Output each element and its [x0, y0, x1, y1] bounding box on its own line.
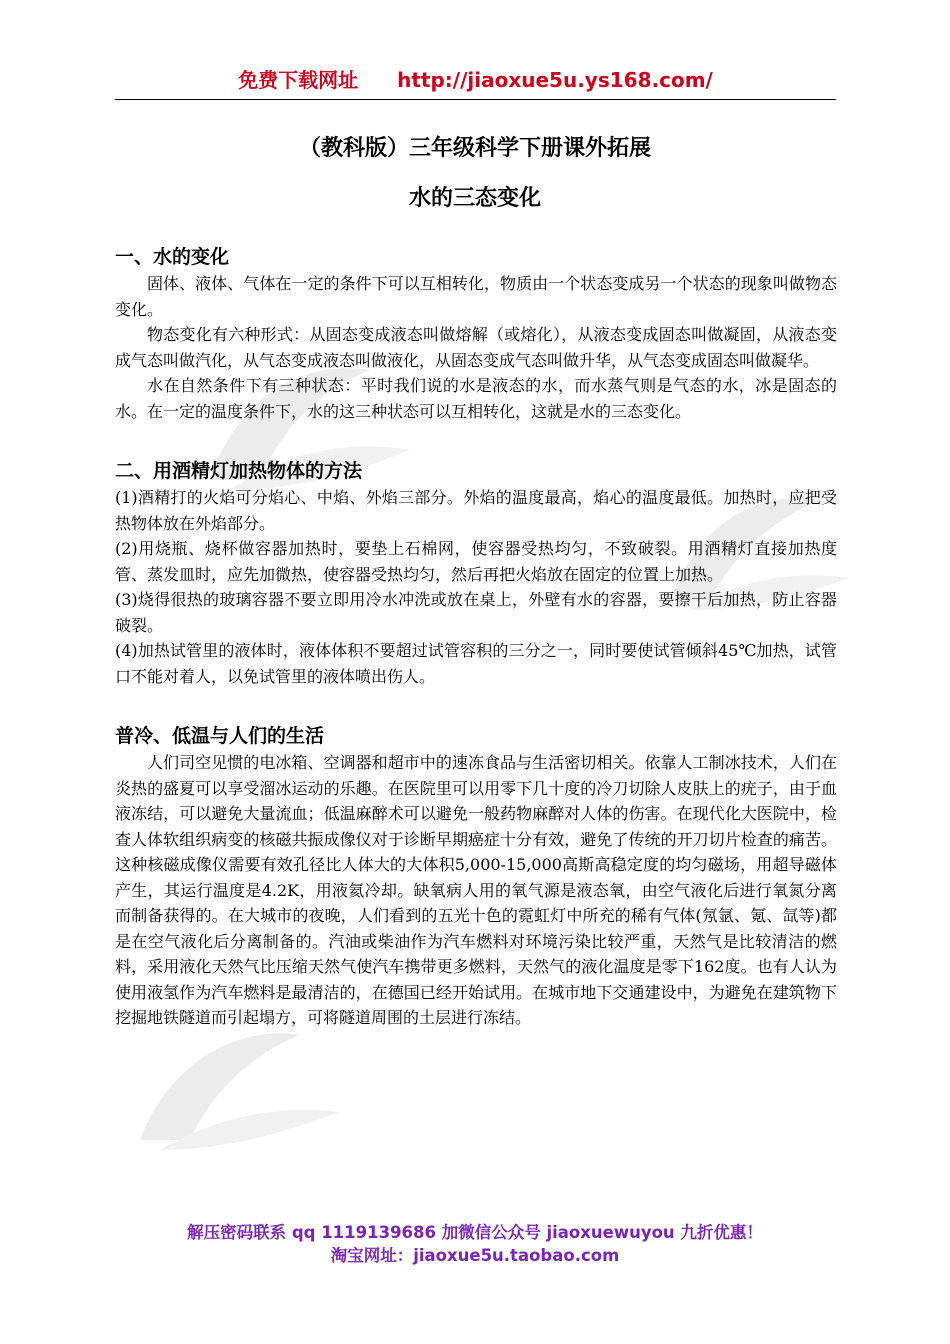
header-label: 免费下载网址 [238, 68, 359, 92]
footer-contact: 解压密码联系 qq 1119139686 加微信公众号 jiaoxuewuyou 九折优惠！ [187, 1223, 763, 1242]
spacer [115, 689, 837, 723]
list-item: (1)酒精打的火焰可分焰心、中焰、外焰三部分。外焰的温度最高，焰心的温度最低。加热时，应把受热物体放在外焰部分。 [115, 488, 837, 533]
list-item: (3)烧得很热的玻璃容器不要立即用冷水冲洗或放在桌上，外壁有水的容器，要擦干后加热，防止容器破裂。 [115, 590, 837, 635]
paragraph: 物态变化有六种形式：从固态变成液态叫做熔解（或熔化），从液态变成固态叫做凝固，从液态变成气态叫做汽化，从气态变成液态叫做液化，从固态变成气态叫做升华，从气态变成固态叫做凝华。 [115, 325, 837, 370]
header-url[interactable]: http://jiaoxue5u.ys168.com/ [397, 68, 713, 92]
paragraph: 固体、液体、气体在一定的条件下可以互相转化，物质由一个状态变成另一个状态的现象叫做物态变化。 [115, 274, 837, 319]
document-body [115, 244, 837, 1031]
spacer [115, 424, 837, 458]
section-heading: 二、用酒精灯加热物体的方法 [115, 460, 363, 482]
page-header [115, 64, 836, 100]
list-item: (2)用烧瓶、烧杯做容器加热时，要垫上石棉网，使容器受热均匀，不致破裂。用酒精灯直接加热度管、蒸发皿时，应先加微热，使容器受热均匀，然后再把火焰放在固定的位置上加热。 [115, 539, 837, 584]
paragraph: 水在自然条件下有三种状态：平时我们说的水是液态的水，而水蒸气则是气态的水，冰是固态的水。在一定的温度条件下，水的这三种状态可以互相转化，这就是水的三态变化。 [115, 376, 837, 421]
list-item: (4)加热试管里的液体时，液体体积不要超过试管容积的三分之一，同时要使试管倾斜45℃加热，试管口不能对着人，以免试管里的液体喷出伤人。 [115, 641, 837, 686]
document-title: （教科版）三年级科学下册课外拓展 [298, 135, 651, 161]
section-heading: 一、水的变化 [115, 246, 230, 268]
paragraph: 人们司空见惯的电冰箱、空调器和超市中的速冻食品与生活密切相关。依靠人工制冰技术，人们在炎热的盛夏可以享受溜冰运动的乐趣。在医院里可以用零下几十度的冷刀切除人皮肤上的疣子，由于血液冻结，可以避免大量流血；低温麻醉术可以避免一般药物麻醉对人体的伤害。在现代化大医院中，检查人体软组织病变的核磁共振成像仪对于诊断早期癌症十分有效，避免了传统的开刀切片检查的痛苦。这种核磁成像仪需要有效孔径比人体大的大体积5,000-15,000高斯高稳定度的均匀磁场，用超导磁体产生，其运行温度是4.2K，用液氦冷却。缺氧病人用的氧气源是液态氧，由空气液化后进行氧氮分离而制备获得的。在大城市的夜晚，人们看到的五光十色的霓虹灯中所充的稀有气体(氖氩、氪、氙等)都是在空气液化后分离制备的。汽油或柴油作为汽车燃料对环境污染比较严重，天然气是比较清洁的燃料，采用液化天然气比压缩天然气使汽车携带更多燃料，天然气的液化温度是零下162度。也有人认为使用液氢作为汽车燃料是最清洁的，在德国已经开始试用。在城市地下交通建设中，为避免在建筑物下挖掘地铁隧道而引起塌方，可将隧道周围的土层进行冻结。 [115, 753, 837, 1027]
footer-shop-url[interactable]: 淘宝网址：jiaoxue5u.taobao.com [330, 1246, 620, 1265]
section-heading: 普冷、低温与人们的生活 [115, 725, 325, 747]
document-subtitle: 水的三态变化 [408, 185, 541, 211]
